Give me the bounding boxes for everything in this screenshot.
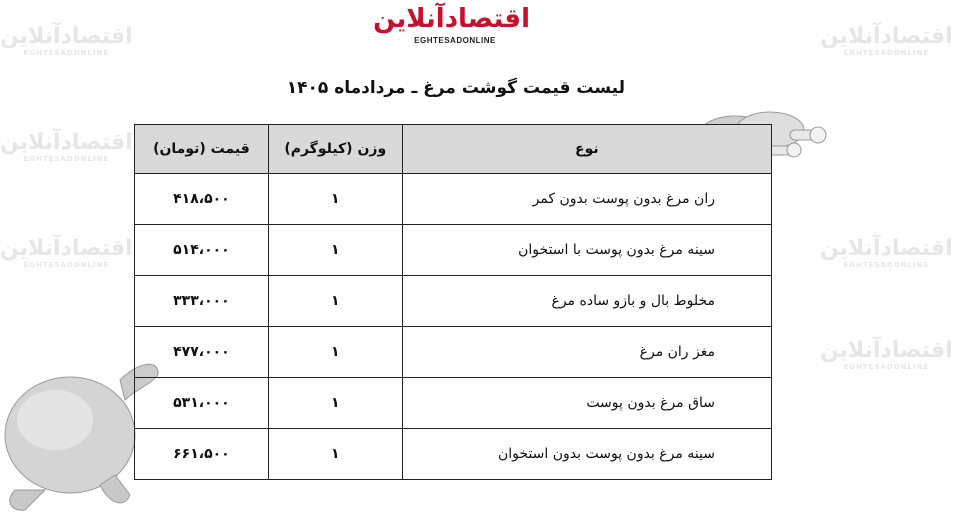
table-row bbox=[135, 429, 772, 480]
watermark-logo: اقتصادآنلاین EGHTESADONLINE bbox=[820, 338, 953, 371]
cell-price: ۳۳۳،۰۰۰ bbox=[135, 276, 269, 327]
page-title: لیست قیمت گوشت مرغ ـ مردادماه ۱۴۰۵ bbox=[286, 78, 625, 98]
cell-type: سینه مرغ بدون پوست بدون استخوان bbox=[402, 429, 771, 480]
table-row bbox=[135, 378, 772, 429]
table-row bbox=[135, 174, 772, 225]
cell-price: ۴۱۸،۵۰۰ bbox=[135, 174, 269, 225]
cell-weight: ۱ bbox=[268, 225, 402, 276]
header-price: قیمت (تومان) bbox=[135, 125, 269, 174]
cell-type: مغز ران مرغ bbox=[402, 327, 771, 378]
cell-price: ۵۱۴،۰۰۰ bbox=[135, 225, 269, 276]
cell-price: ۵۳۱،۰۰۰ bbox=[135, 378, 269, 429]
cell-weight: ۱ bbox=[268, 327, 402, 378]
brand-subtitle: EGHTESADONLINE bbox=[414, 36, 496, 45]
watermark-logo: اقتصادآنلاین EGHTESADONLINE bbox=[0, 130, 133, 163]
cell-weight: ۱ bbox=[268, 174, 402, 225]
table-row bbox=[135, 276, 772, 327]
table-header-row bbox=[135, 125, 772, 174]
cell-type: ران مرغ بدون پوست بدون کمر bbox=[402, 174, 771, 225]
price-table bbox=[134, 124, 772, 480]
table-row bbox=[135, 327, 772, 378]
cell-price: ۶۶۱،۵۰۰ bbox=[135, 429, 269, 480]
cell-weight: ۱ bbox=[268, 276, 402, 327]
header-type: نوع bbox=[402, 125, 771, 174]
cell-weight: ۱ bbox=[268, 429, 402, 480]
cell-price: ۴۷۷،۰۰۰ bbox=[135, 327, 269, 378]
brand-logo bbox=[373, 4, 530, 50]
cell-type: ساق مرغ بدون پوست bbox=[402, 378, 771, 429]
watermark-logo: اقتصادآنلاین EGHTESADONLINE bbox=[820, 236, 953, 269]
brand-name: اقتصادآنلاین bbox=[373, 4, 530, 34]
cell-type: سینه مرغ بدون پوست با استخوان bbox=[402, 225, 771, 276]
watermark-logo: اقتصادآنلاین EGHTESADONLINE bbox=[820, 24, 953, 57]
header-weight: وزن (کیلوگرم) bbox=[268, 125, 402, 174]
table-row bbox=[135, 225, 772, 276]
cell-weight: ۱ bbox=[268, 378, 402, 429]
watermark-logo: اقتصادآنلاین EGHTESADONLINE bbox=[0, 236, 133, 269]
cell-type: مخلوط بال و بازو ساده مرغ bbox=[402, 276, 771, 327]
watermark-logo: اقتصادآنلاین EGHTESADONLINE bbox=[0, 24, 133, 57]
